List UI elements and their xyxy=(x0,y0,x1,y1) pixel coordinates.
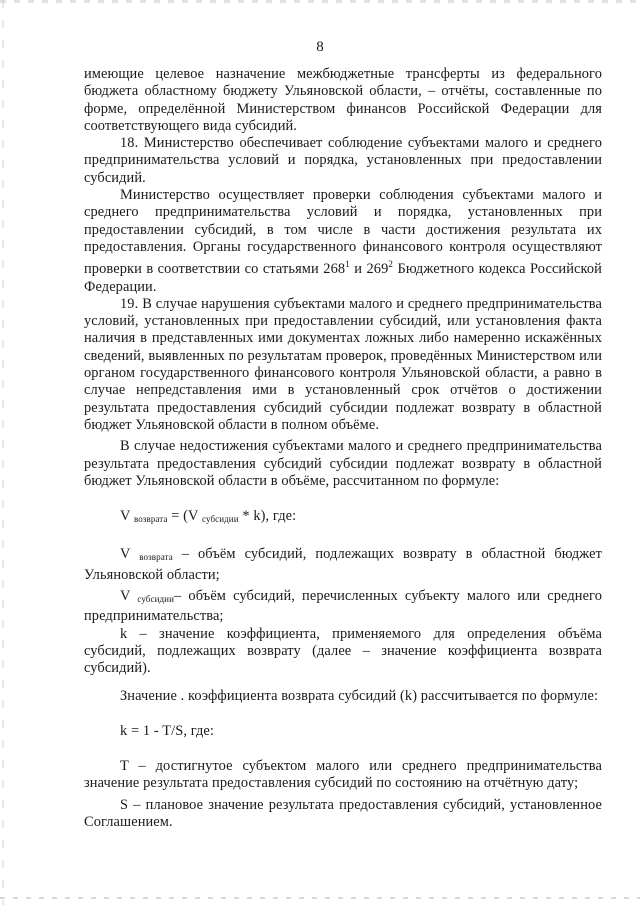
paragraph-18: 18. Министерство обеспечивает соблюдение субъектами малого и среднего предпринимательства условий и порядка, установленных при предоставлении субсидий. xyxy=(84,135,602,186)
scan-edge-top xyxy=(0,0,640,3)
budget-article-1-superscript: 1 xyxy=(345,259,350,270)
definition-k: k – значение коэффициента, применяемого для определения объёма субсидий, подлежащих возврату (далее – значение коэффициента возврата субсидий). xyxy=(84,625,602,677)
definition-v-subsidy-text: – объём субсидий, перечисленных субъекту малого или среднего предпринимательства; xyxy=(84,588,602,625)
budget-article-1: 268 xyxy=(323,261,346,278)
definition-t: T – достигнутое субъектом малого или среднего предпринимательства значение результата предоставления субсидий по состоянию на отчётную дату; xyxy=(84,758,602,792)
formula-eq-open: = (V xyxy=(171,508,199,525)
page-number: 8 xyxy=(316,39,324,55)
k-intro: Значение . коэффициента возврата субсидий (k) рассчитывается по формуле: xyxy=(120,687,599,704)
definition-v-subsidy xyxy=(84,588,602,626)
definition-v-return xyxy=(84,546,602,584)
document-body xyxy=(84,66,602,831)
paragraph-18-inspections xyxy=(84,187,602,296)
formula-k: k = 1 - T/S, где: xyxy=(120,722,215,739)
formula-return-volume xyxy=(84,508,602,528)
scan-edge-bottom xyxy=(0,897,640,899)
definition-v-subsidy-symbol: V xyxy=(120,588,131,605)
formula-subsidy-subscript: субсидии xyxy=(201,514,239,525)
formula-v-symbol: V xyxy=(120,508,131,525)
paragraph-18-inspections-text: Министерство осуществляет проверки соблюдения субъектами малого и среднего предпринимательства условий и порядка, установленных при предоставлении субсидий, в том числе в части достижения результата их предоставления. Органы государственного финансового контроля осуществляют проверки в соответствии со статьями xyxy=(84,187,602,278)
budget-code-tail: Бюджетного кодекса Российской Федерации. xyxy=(84,261,602,295)
scan-edge-left xyxy=(2,0,4,905)
budget-article-2-superscript: 2 xyxy=(388,259,393,270)
paragraph-non-achievement: В случае недостижения субъектами малого и среднего предпринимательства результата предоставления субсидий субсидии подлежат возврату в областной бюджет Ульяновской области в объёме, рассчитанном по формуле: xyxy=(84,438,602,489)
paragraph-continuation: имеющие целевое назначение межбюджетные трансферты из федерального бюджета областному бюджету Ульяновской области, – отчёты, составленные по форме, определённой Министерством финансов Российской Федерации для соответствующего вида субсидий. xyxy=(84,66,602,134)
definition-v-return-symbol: V xyxy=(120,546,131,563)
definition-v-return-subscript: возврата xyxy=(139,552,173,563)
budget-conjunction: и xyxy=(354,261,363,278)
formula-return-subscript: возврата xyxy=(133,514,168,525)
formula-tail: * k), где: xyxy=(242,508,297,525)
budget-article-2: 269 xyxy=(366,261,389,278)
definition-v-return-text: – объём субсидий, подлежащих возврату в областной бюджет Ульяновской области; xyxy=(84,546,603,583)
paragraph-19: 19. В случае нарушения субъектами малого и среднего предпринимательства условий, установленных при предоставлении субсидий, или установления факта наличия в представленных ими документах ложных либо намеренно искажённых сведений, выявленных по результатам проверок, проведённых Министерством или органом государственного финансового контроля Ульяновской области, а равно в случае непредставления ими в установленный срок отчётов о достижении результата предоставления субсидий субсидии подлежат возврату в областной бюджет Ульяновской области в полном объёме. xyxy=(84,295,602,433)
definition-s: S – плановое значение результата предоставления субсидий, установленное Соглашением. xyxy=(84,796,602,830)
definition-v-subsidy-subscript: субсидии xyxy=(137,594,175,605)
